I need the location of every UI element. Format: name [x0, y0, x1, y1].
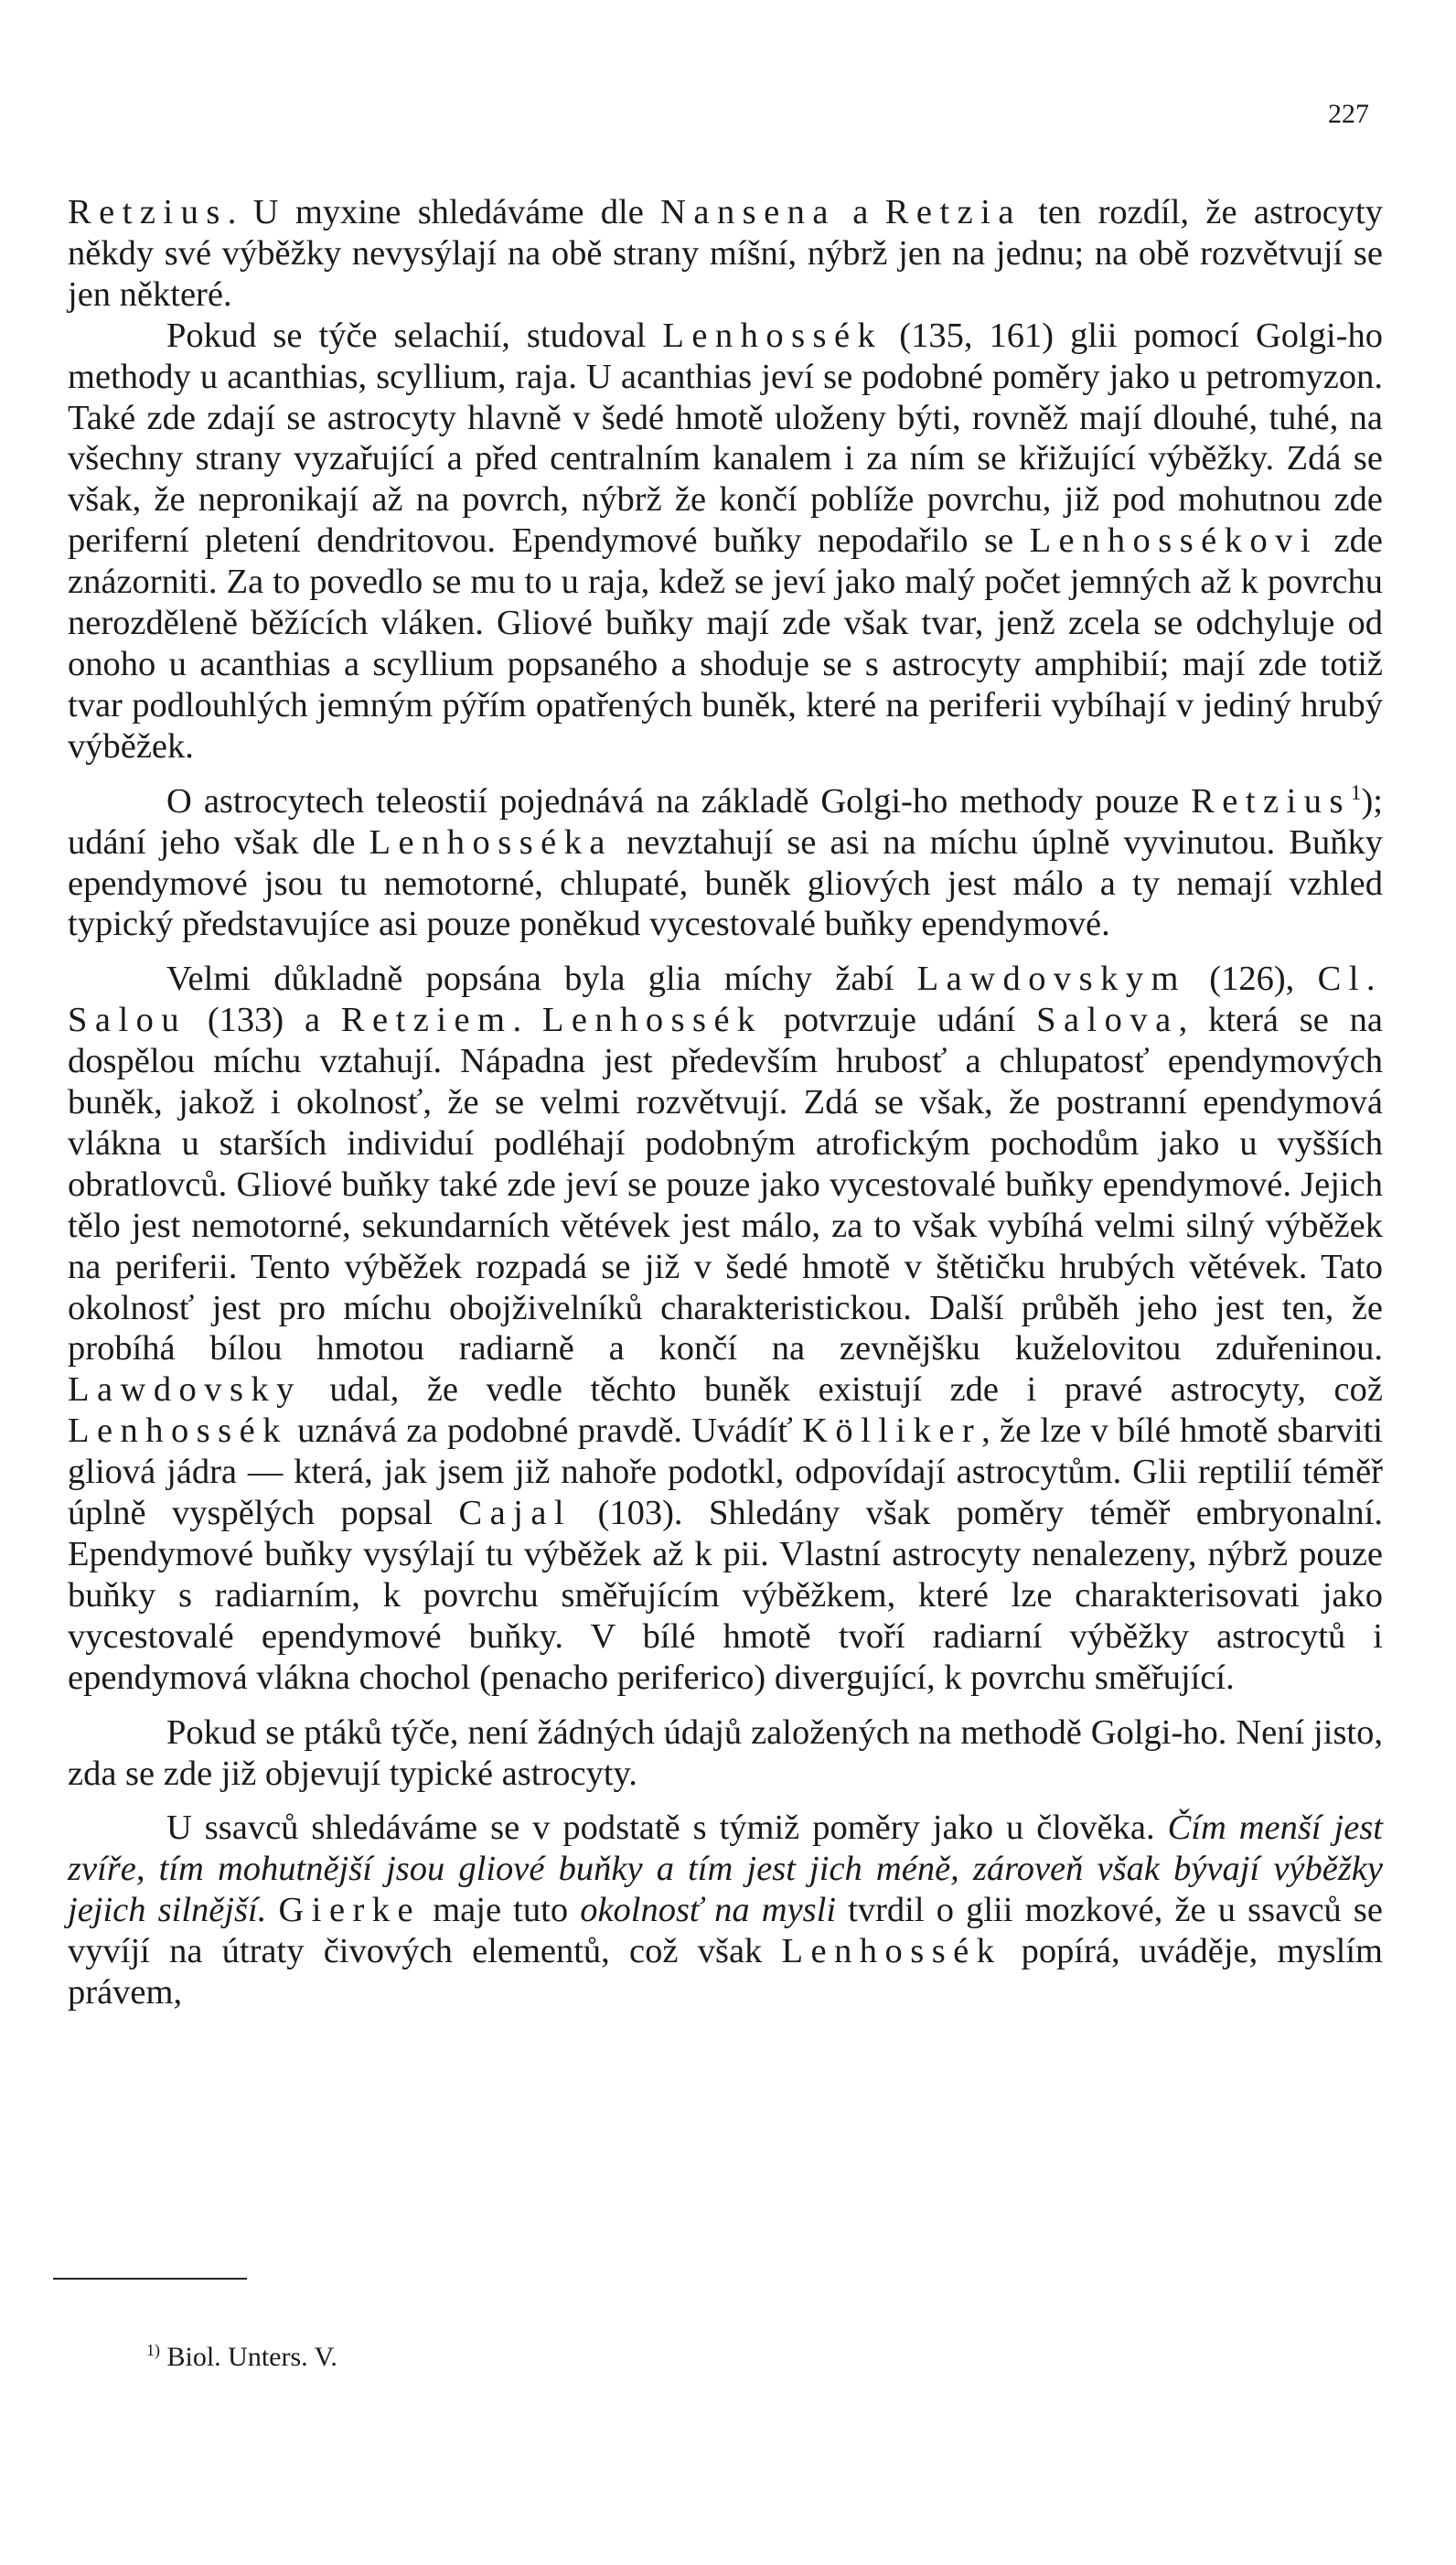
text-run: O astrocytech teleostií pojednává na základě Golgi-ho methody pouze [166, 781, 1192, 821]
text-run: potvrzuje udání [762, 1001, 1037, 1040]
text-run: U ssavců shledáváme se v podstatě s týmiž poměry jako u člověka. [166, 1808, 1168, 1848]
text-run: (103). Shledány však poměry téměř embryonalní. Ependymové buňky vysýlají tu výběžek až k pii. Vlastní astrocyty nenalezeny, nýbrž pouze buňky s radiarním, k povrchu směřujícím výběžkem, které lze charakterisovati jako vycestovalé ependymové buňky. V bílé hmotě tvoří radiarní výběžky astrocytů i ependymová vlákna chochol (penacho periferico) divergující, k povrchu směřující. [68, 1494, 1383, 1697]
body-text [68, 192, 1383, 2013]
text-run: tvrdil o glii mozkové, že u ssavců se vyvíjí na útraty čivových elementů, což však [68, 1891, 1384, 1971]
text-run: Pokud se týče selachií, studoval [166, 316, 663, 355]
spaced-name: Salova [1036, 1001, 1179, 1040]
text-run: popírá, uváděje, myslím právem, [68, 1932, 1383, 2012]
paragraph [68, 316, 1383, 767]
spaced-name: Cajal [458, 1494, 573, 1533]
paragraph [68, 1808, 1383, 2013]
paragraph [68, 192, 1383, 316]
text-run: Pokud se ptáků týče, není žádných údajů založených na methodě Golgi-ho. Není jisto, zda se zde již objevují typické astrocyty. [68, 1712, 1383, 1793]
spaced-name: Gierke [278, 1891, 422, 1930]
text-run: uznává za podobné pravdě. Uvádíť [287, 1411, 803, 1451]
text-run: nevztahují se asi na míchu úplně vyvinutou. Buňky ependymové jsou tu nemotorné, chlupaté, buněk gliových jest málo a ty nemají vzhled typický představujíce asi pouze poněkud vycestovalé buňky ependymové. [68, 822, 1383, 944]
spaced-name: Lenhossék [541, 1001, 763, 1040]
spaced-name: Lawdovsky [68, 1370, 302, 1410]
text-run: maje tuto [421, 1891, 581, 1930]
text-run: . [512, 1001, 542, 1040]
text-run: (126), [1185, 960, 1318, 999]
italic-text: okolnosť na mysli [580, 1891, 837, 1930]
spaced-name: Lenhossékovi [1029, 521, 1319, 561]
spaced-name: Cl. Salou [68, 960, 1383, 1040]
footnote-ref: 1 [1350, 779, 1362, 804]
spaced-name: Retzius [68, 193, 228, 231]
text-run: udal, že vedle těchto buněk existují zde i pravé astrocyty, což [301, 1370, 1383, 1410]
text-run [266, 1891, 278, 1929]
text-run: (135, 161) glii pomocí Golgi-ho methody u acanthias, scyllium, raja. U acanthias jeví se podobné poměry jako u petromyzon. Také zde zdají se astrocyty hlavně v šedé hmotě uloženy býti, rovněž mají dlouhé, tuhé, na všechny strany vyzařující a před centralním kanalem i za ním se křižující výběžky. Zdá se však, že nepronikají až na povrch, nýbrž že končí poblíže povrchu, již pod mohutnou zde periferní pletení dendritovou. Ependymové buňky nepodařilo se [68, 316, 1383, 561]
text-run: Velmi důkladně popsána byla glia míchy žabí [166, 960, 917, 999]
spaced-name: Nansena [660, 193, 836, 231]
text-run: . U myxine shledáváme dle [227, 193, 661, 231]
spaced-name: Lenhossék [662, 316, 883, 355]
footnote-marker: 1) [146, 2341, 160, 2360]
paragraph [68, 959, 1383, 1698]
spaced-name: Retzius [1191, 781, 1351, 821]
page-number: 227 [1328, 99, 1369, 129]
paragraph [68, 1712, 1383, 1795]
spaced-name: Lenhossék [781, 1932, 1002, 1971]
spaced-name: Lawdovskym [916, 960, 1186, 999]
text-run: zde znázorniti. Za to povedlo se mu to u raja, kdež se jeví jako malý počet jemných až k povrchu nerozděleně běžících vláken. Gliové buňky mají zde však tvar, jenž zcela se odchyluje od onoho u acanthias a scyllium popsaného a shoduje se s astrocyty amphibií; mají zde totiž tvar podlouhlých jemným pýřím opatřených buněk, které na periferii vybíhají v jediný hrubý výběžek. [68, 521, 1383, 766]
text-run: a [835, 193, 885, 231]
footnote-divider [53, 2278, 247, 2280]
paragraph [68, 781, 1383, 946]
text-run: , že lze v bílé hmotě sbarviti gliová jádra — která, jak jsem již nahoře podotkl, odpovídají astrocytům. Glii reptilií téměř úplně vyspělých popsal [68, 1411, 1383, 1533]
text-run: , která se na dospělou míchu vztahují. Nápadna jest především hrubosť a chlupatosť ependymových buněk, jakož i okolnosť, že se velmi rozvětvují. Zdá se však, že postranní ependymová vlákna u starších individuí podléhají podobným atrofickým pochodům jako u vyšších obratlovců. Gliové buňky také zde jeví se pouze jako vycestovalé buňky ependymové. Jejich tělo jest nemotorné, sekundarních větévek jest málo, za to však vybíhá velmi silný výběžek na periferii. Tento výběžek rozpadá se již v šedé hmotě v štětičku hrubých větévek. Tato okolnosť jest pro míchu obojživelníků charakteristickou. Další průběh jeho jest ten, že probíhá bílou hmotou radiarně a končí na zevnějšku kuželovitou zduřeninou. [68, 1001, 1384, 1368]
spaced-name: Retziem [340, 1001, 513, 1040]
text-run: ); udání jeho však dle [68, 781, 1383, 862]
spaced-name: Retzia [884, 193, 1022, 231]
footnote [146, 2342, 337, 2373]
spaced-name: Lenhosséka [369, 822, 613, 862]
text-run: (133) a [187, 1001, 341, 1040]
spaced-name: Kölliker [802, 1411, 982, 1451]
spaced-name: Lenhossék [68, 1411, 288, 1451]
text-run: ten rozdíl, že astrocyty někdy své výběžky nevysýlají na obě strany míšní, nýbrž jen na jednu; na obě rozvětvují se jen některé. [68, 193, 1383, 314]
italic-text: Čím menší jest zvíře, tím mohutnější jsou gliové buňky a tím jest jich méně, zároveň však bývají výběžky jejich silnější. [68, 1808, 1383, 1930]
footnote-text: Biol. Unters. V. [166, 2342, 337, 2372]
